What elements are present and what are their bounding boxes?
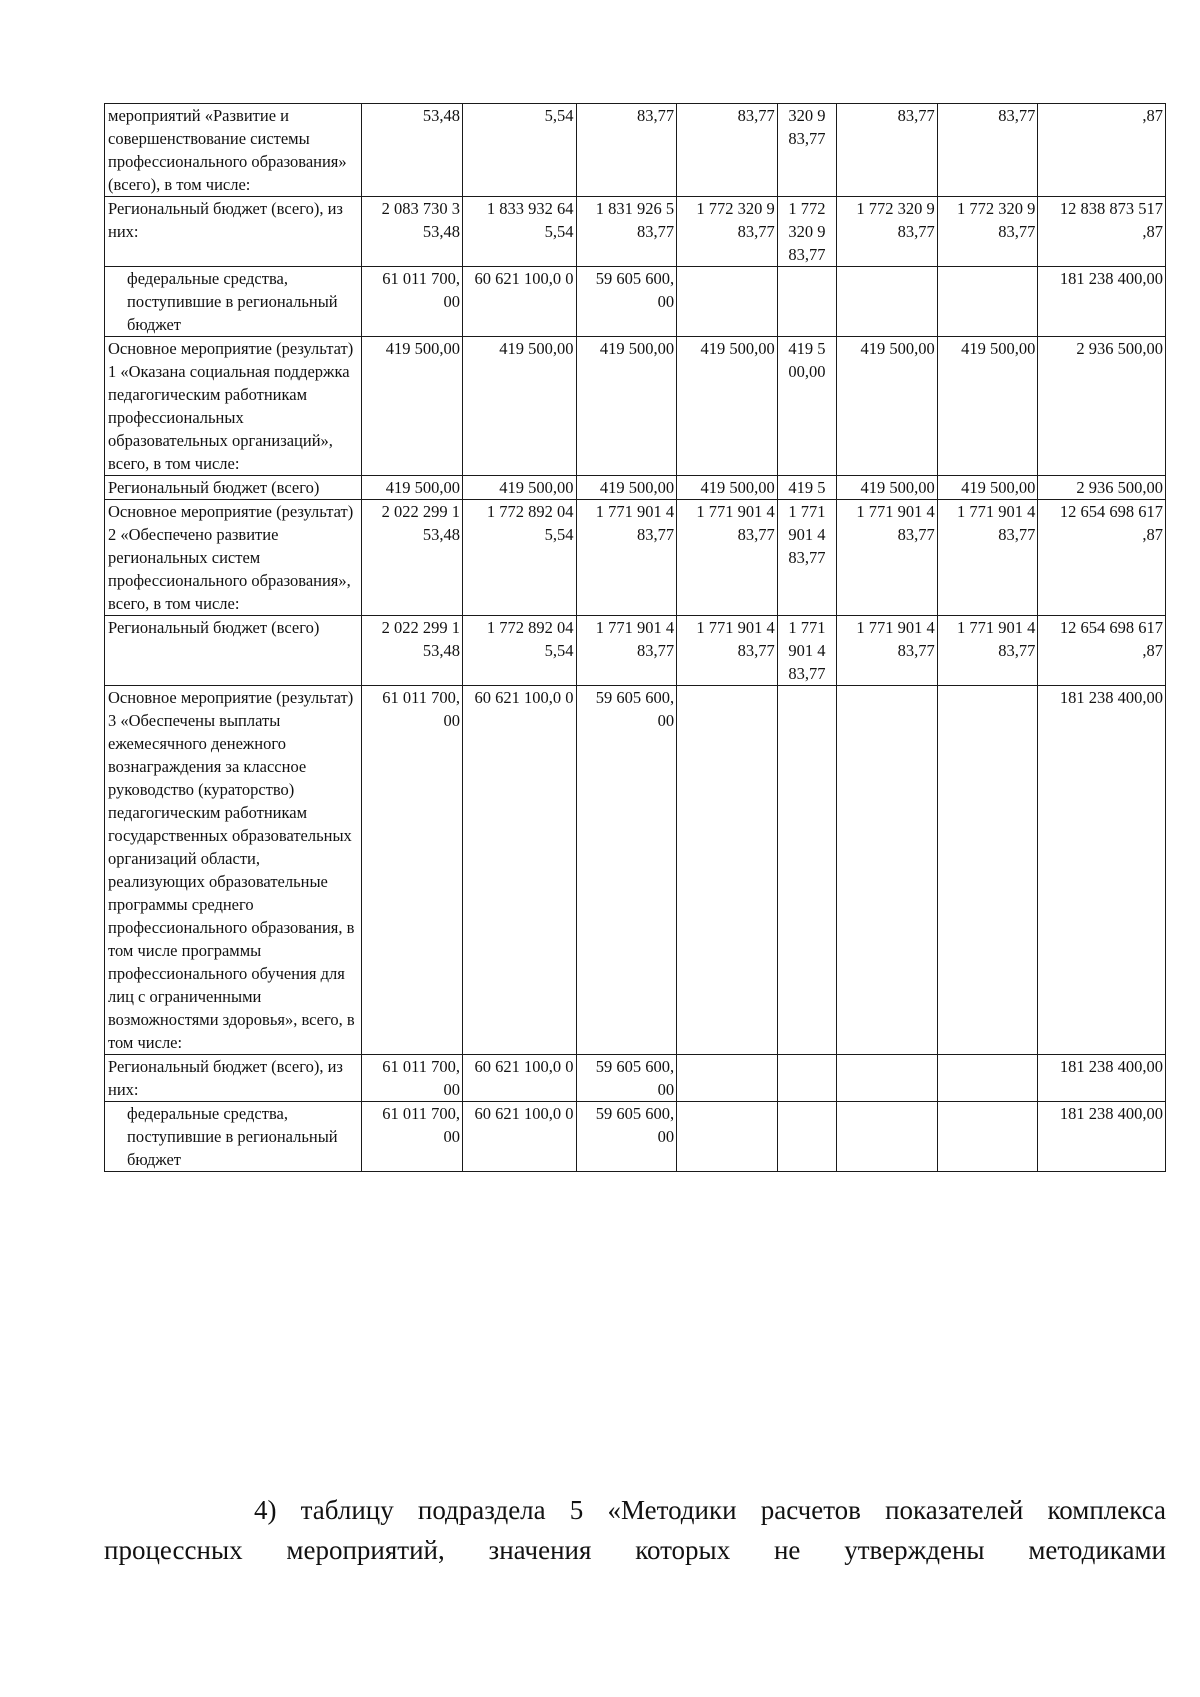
table-cell: 61 011 700, 00 bbox=[362, 686, 463, 1055]
table-cell: 1 771 901 4 83,77 bbox=[777, 500, 836, 616]
table-cell bbox=[677, 1055, 778, 1102]
table-cell: 419 500,00 bbox=[576, 337, 677, 476]
table-cell bbox=[677, 686, 778, 1055]
table-row bbox=[105, 1102, 1166, 1172]
table-cell bbox=[777, 267, 836, 337]
table-cell: 1 771 901 4 83,77 bbox=[677, 500, 778, 616]
table-row bbox=[105, 476, 1166, 500]
table-cell: 419 500,00 bbox=[837, 476, 938, 500]
table-cell: 83,77 bbox=[677, 104, 778, 197]
table-row bbox=[105, 500, 1166, 616]
row-label: Основное мероприятие (результат) 2 «Обеспечено развитие региональных систем профессионального образования», всего, в том числе: bbox=[105, 500, 362, 616]
table-cell: 419 500,00 bbox=[837, 337, 938, 476]
table-cell bbox=[937, 1055, 1038, 1102]
table-cell bbox=[777, 1055, 836, 1102]
table-row bbox=[105, 197, 1166, 267]
table-cell: 419 500,00 bbox=[462, 337, 576, 476]
table-cell: 59 605 600, 00 bbox=[576, 1055, 677, 1102]
table-cell: 419 500,00 bbox=[362, 337, 463, 476]
table-cell bbox=[937, 267, 1038, 337]
table-cell bbox=[837, 1055, 938, 1102]
table-cell: 1 771 901 4 83,77 bbox=[837, 616, 938, 686]
table-cell: 419 5 00,00 bbox=[777, 337, 836, 476]
table-cell: 181 238 400,00 bbox=[1038, 686, 1166, 1055]
table-cell: 419 500,00 bbox=[462, 476, 576, 500]
table-cell: 1 771 901 4 83,77 bbox=[937, 616, 1038, 686]
table-cell bbox=[777, 1102, 836, 1172]
table-cell: 181 238 400,00 bbox=[1038, 1102, 1166, 1172]
row-label: федеральные средства, поступившие в региональный бюджет bbox=[105, 1102, 362, 1172]
table-cell: 1 772 320 9 83,77 bbox=[677, 197, 778, 267]
table-cell: 2 936 500,00 bbox=[1038, 476, 1166, 500]
table-cell: ,87 bbox=[1038, 104, 1166, 197]
table-cell: 1 771 901 4 83,77 bbox=[837, 500, 938, 616]
table-cell: 60 621 100,0 0 bbox=[462, 267, 576, 337]
table-cell: 419 500,00 bbox=[677, 476, 778, 500]
table-cell: 12 654 698 617 ,87 bbox=[1038, 616, 1166, 686]
table-row bbox=[105, 337, 1166, 476]
table-cell: 5,54 bbox=[462, 104, 576, 197]
table-cell: 2 083 730 3 53,48 bbox=[362, 197, 463, 267]
table-cell: 12 838 873 517 ,87 bbox=[1038, 197, 1166, 267]
table-cell: 59 605 600, 00 bbox=[576, 686, 677, 1055]
budget-table bbox=[104, 103, 1166, 1172]
row-label: Основное мероприятие (результат) 3 «Обеспечены выплаты ежемесячного денежного вознаграждения за классное руководство (кураторство) педагогическим работникам государственных образовательных организаций области, реализующих образовательные программы среднего профессионального образования, в том числе программы профессионального обучения для лиц с ограниченными возможностями здоровья», всего, в том числе: bbox=[105, 686, 362, 1055]
table-cell bbox=[837, 267, 938, 337]
table-cell: 59 605 600, 00 bbox=[576, 1102, 677, 1172]
table-cell: 2 936 500,00 bbox=[1038, 337, 1166, 476]
row-label: Региональный бюджет (всего), из них: bbox=[105, 197, 362, 267]
table-cell: 1 771 901 4 83,77 bbox=[777, 616, 836, 686]
table-cell: 1 771 901 4 83,77 bbox=[576, 616, 677, 686]
table-cell: 1 833 932 64 5,54 bbox=[462, 197, 576, 267]
row-label: Региональный бюджет (всего), из них: bbox=[105, 1055, 362, 1102]
table-cell: 61 011 700, 00 bbox=[362, 1055, 463, 1102]
table-cell: 1 771 901 4 83,77 bbox=[937, 500, 1038, 616]
budget-table-body bbox=[105, 104, 1166, 1172]
table-cell: 61 011 700, 00 bbox=[362, 267, 463, 337]
instruction-paragraph bbox=[104, 1490, 1166, 1570]
row-label: Региональный бюджет (всего) bbox=[105, 476, 362, 500]
table-cell: 181 238 400,00 bbox=[1038, 267, 1166, 337]
table-cell: 1 772 320 9 83,77 bbox=[837, 197, 938, 267]
table-cell: 419 500,00 bbox=[937, 476, 1038, 500]
table-cell: 60 621 100,0 0 bbox=[462, 1102, 576, 1172]
table-cell bbox=[677, 267, 778, 337]
table-row bbox=[105, 616, 1166, 686]
table-cell: 1 771 901 4 83,77 bbox=[677, 616, 778, 686]
table-cell: 320 9 83,77 bbox=[777, 104, 836, 197]
table-cell: 1 772 892 04 5,54 bbox=[462, 500, 576, 616]
table-cell: 60 621 100,0 0 bbox=[462, 1055, 576, 1102]
table-cell: 1 772 320 9 83,77 bbox=[777, 197, 836, 267]
instruction-line-2: процессных мероприятий, значения которых не утверждены методиками bbox=[104, 1535, 1166, 1565]
table-cell bbox=[837, 686, 938, 1055]
table-cell: 83,77 bbox=[837, 104, 938, 197]
table-cell bbox=[937, 686, 1038, 1055]
table-cell: 2 022 299 1 53,48 bbox=[362, 616, 463, 686]
table-cell: 1 771 901 4 83,77 bbox=[576, 500, 677, 616]
table-cell: 83,77 bbox=[576, 104, 677, 197]
table-cell: 419 5 bbox=[777, 476, 836, 500]
table-cell: 60 621 100,0 0 bbox=[462, 686, 576, 1055]
table-cell: 53,48 bbox=[362, 104, 463, 197]
table-row bbox=[105, 1055, 1166, 1102]
table-row bbox=[105, 686, 1166, 1055]
table-cell bbox=[937, 1102, 1038, 1172]
table-cell bbox=[677, 1102, 778, 1172]
row-label: Основное мероприятие (результат) 1 «Оказана социальная поддержка педагогическим работникам профессиональных образовательных организаций», всего, в том числе: bbox=[105, 337, 362, 476]
table-row bbox=[105, 104, 1166, 197]
table-cell: 61 011 700, 00 bbox=[362, 1102, 463, 1172]
row-label: Региональный бюджет (всего) bbox=[105, 616, 362, 686]
table-cell: 1 772 892 04 5,54 bbox=[462, 616, 576, 686]
table-cell: 59 605 600, 00 bbox=[576, 267, 677, 337]
table-cell: 419 500,00 bbox=[576, 476, 677, 500]
table-cell: 419 500,00 bbox=[677, 337, 778, 476]
table-cell: 2 022 299 1 53,48 bbox=[362, 500, 463, 616]
budget-table-page bbox=[104, 103, 1166, 1172]
instruction-line-1: 4) таблицу подраздела 5 «Методики расчетов показателей комплекса bbox=[254, 1495, 1166, 1525]
row-label: мероприятий «Развитие и совершенствование системы профессионального образования» (всего), в том числе: bbox=[105, 104, 362, 197]
table-cell: 1 831 926 5 83,77 bbox=[576, 197, 677, 267]
table-cell: 1 772 320 9 83,77 bbox=[937, 197, 1038, 267]
table-cell bbox=[777, 686, 836, 1055]
table-cell: 419 500,00 bbox=[362, 476, 463, 500]
table-cell: 181 238 400,00 bbox=[1038, 1055, 1166, 1102]
table-row bbox=[105, 267, 1166, 337]
table-cell: 12 654 698 617 ,87 bbox=[1038, 500, 1166, 616]
table-cell: 83,77 bbox=[937, 104, 1038, 197]
table-cell bbox=[837, 1102, 938, 1172]
table-cell: 419 500,00 bbox=[937, 337, 1038, 476]
row-label: федеральные средства, поступившие в региональный бюджет bbox=[105, 267, 362, 337]
